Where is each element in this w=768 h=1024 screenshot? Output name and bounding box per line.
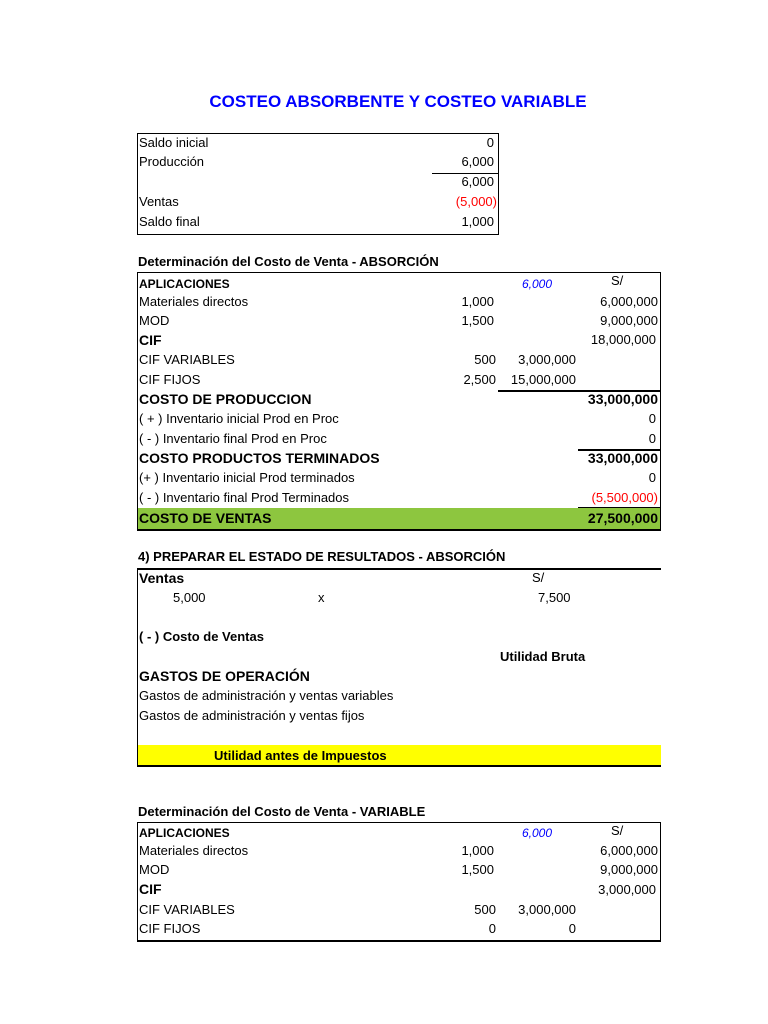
inventory-value: 6,000 [461,174,494,189]
row-qty: 500 [474,902,496,917]
row-total: 0 [648,470,656,485]
row-subtotal: 15,000,000 [510,372,576,387]
units-header: 6,000 [521,277,552,291]
row-qty: 1,000 [461,294,494,309]
inventory-label: Saldo inicial [139,135,209,150]
units-header: 6,000 [521,826,552,840]
inventory-value: 6,000 [461,154,494,169]
section-heading: 4) PREPARAR EL ESTADO DE RESULTADOS - ABSORCIÓN [138,549,506,564]
times-sign: x [318,590,325,605]
row-label: COSTO DE VENTAS [139,510,272,526]
qty-value: 5,000 [173,590,206,605]
row-qty: 0 [488,921,496,936]
costo-ventas-label: ( - ) Costo de Ventas [139,629,264,644]
row-label: CIF [139,332,162,348]
row-total: 6,000,000 [600,843,658,858]
table-header-label: APLICACIONES [139,277,230,291]
row-subtotal: 3,000,000 [518,352,576,367]
inventory-label: Producción [139,154,205,169]
row-qty: 2,500 [463,372,496,387]
inventory-label: Ventas [139,194,179,209]
row-label: ( - ) Inventario final Prod en Proc [139,431,327,446]
row-total: 6,000,000 [600,294,658,309]
row-label: CIF [139,881,162,897]
row-qty: 1,500 [461,862,494,877]
utilidad-bruta-label: Utilidad Bruta [500,649,586,664]
inventory-label: Saldo final [139,214,200,229]
utilidad-antes-label: Utilidad antes de Impuestos [214,748,387,763]
section-heading: Determinación del Costo de Venta - ABSORCIÓN [138,254,439,269]
row-label: ( + ) Inventario inicial Prod en Proc [139,411,339,426]
row-subtotal: 3,000,000 [518,902,576,917]
row-total: 3,000,000 [598,882,656,897]
row-qty: 500 [474,352,496,367]
row-label: CIF VARIABLES [139,902,235,917]
row-label: CIF FIJOS [139,921,201,936]
row-total: 33,000,000 [587,391,658,407]
row-total: 0 [648,411,656,426]
page-title: COSTEO ABSORBENTE Y COSTEO VARIABLE [209,92,587,111]
section-heading: Determinación del Costo de Venta - VARIABLE [138,804,426,819]
row-total: 18,000,000 [590,332,656,347]
row-total: 0 [648,431,656,446]
row-total: 9,000,000 [600,313,658,328]
currency-label: S/ [532,570,545,585]
table-header-label: APLICACIONES [139,826,230,840]
row-label: MOD [139,862,170,877]
row-label: CIF VARIABLES [139,352,235,367]
row-label: Materiales directos [139,294,249,309]
inventory-value: 0 [486,135,494,150]
row-qty: 1,500 [461,313,494,328]
row-label: ( - ) Inventario final Prod Terminados [139,490,350,505]
row-label: (+ ) Inventario inicial Prod terminados [139,470,355,485]
gastos-fijos: Gastos de administración y ventas fijos [139,708,365,723]
gastos-heading: GASTOS DE OPERACIÓN [139,668,310,684]
row-qty: 1,000 [461,843,494,858]
row-label: COSTO DE PRODUCCION [139,391,312,407]
row-total: 33,000,000 [587,450,658,466]
inventory-value: (5,000) [455,194,497,209]
price-value: 7,500 [538,590,571,605]
ventas-label: Ventas [139,570,185,586]
row-label: MOD [139,313,170,328]
inventory-value: 1,000 [461,214,494,229]
row-total: (5,500,000) [591,490,658,505]
currency-header: S/ [611,823,624,838]
row-total: 9,000,000 [600,862,658,877]
row-label: CIF FIJOS [139,372,201,387]
currency-header: S/ [611,273,624,288]
row-total: 27,500,000 [587,510,658,526]
row-label: COSTO PRODUCTOS TERMINADOS [139,450,380,466]
gastos-variables: Gastos de administración y ventas variables [139,688,394,703]
row-label: Materiales directos [139,843,249,858]
row-subtotal: 0 [568,921,576,936]
